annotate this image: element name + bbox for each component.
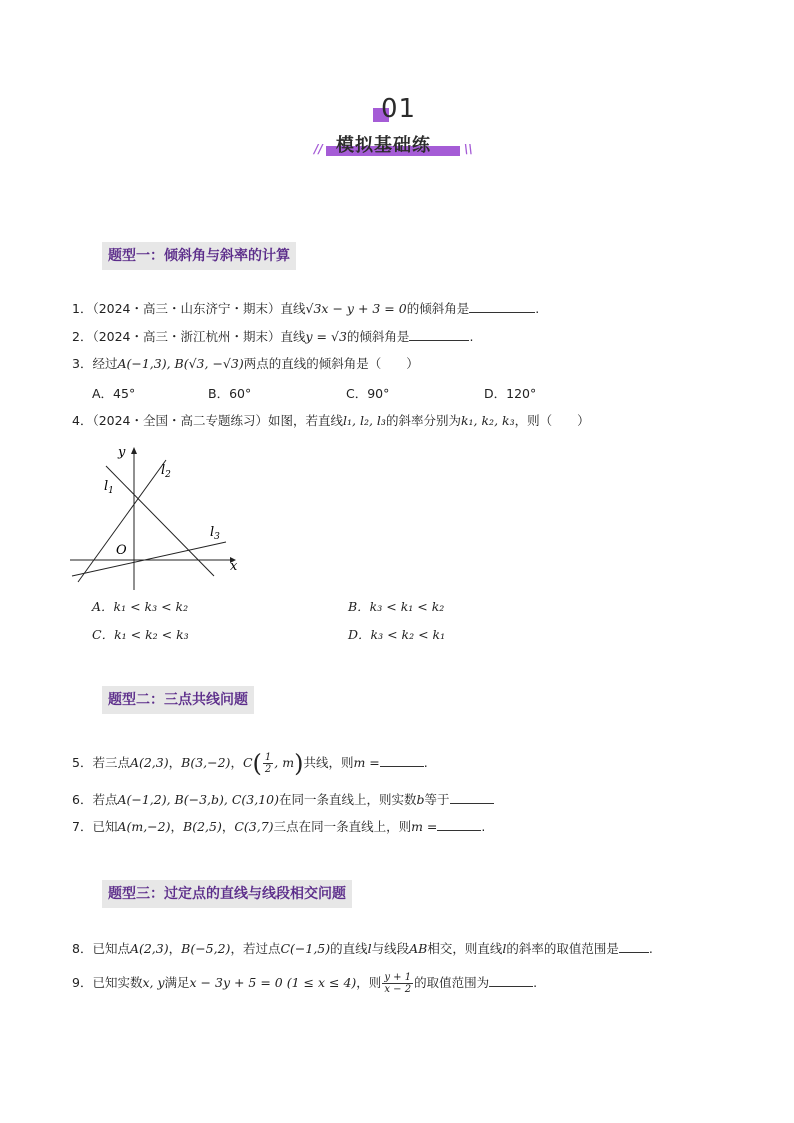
q4-option-b: B．k₃ < k₁ < k₂	[348, 599, 445, 614]
y-axis-arrow	[131, 447, 137, 454]
l3-label: $l_3$	[210, 525, 220, 542]
section-heading-2: 题型二：三点共线问题	[102, 686, 254, 714]
q3-option-d: D．120°	[484, 386, 537, 401]
q4-option-a: A．k₁ < k₃ < k₂	[92, 599, 189, 614]
answer-blank	[619, 940, 649, 953]
question-5: 5．若三点A(2,3)，B(3,−2)，C( $\frac{1}{2}$ , m)共线，则m = .	[72, 749, 428, 778]
q4-option-c: C．k₁ < k₂ < k₃	[92, 627, 189, 642]
answer-blank	[469, 300, 535, 313]
answer-blank	[489, 974, 533, 987]
question-1: 1．（2024・高三・山东济宁・期末）直线√3x − y + 3 = 0的倾斜角是 .	[72, 301, 540, 316]
section-heading-3: 题型三：过定点的直线与线段相交问题	[102, 880, 352, 908]
q3-option-a: A．45°	[92, 386, 136, 401]
q3-option-b: B．60°	[208, 386, 252, 401]
right-slash-mark: \\	[464, 142, 473, 156]
question-7: 7．已知A(m,−2)，B(2,5)，C(3,7)三点在同一条直线上，则m = .	[72, 819, 486, 834]
answer-blank	[380, 754, 424, 767]
line-l2	[78, 460, 166, 582]
q4-option-d: D．k₃ < k₂ < k₁	[348, 627, 446, 642]
l2-label: $l_2$	[161, 463, 171, 480]
answer-blank	[437, 818, 481, 831]
x-label: x	[230, 559, 238, 574]
question-2: 2．（2024・高三・浙江杭州・期末）直线y = √3的倾斜角是 .	[72, 329, 474, 344]
y-label: y	[118, 445, 126, 460]
answer-blank	[450, 791, 494, 804]
q4-figure	[68, 442, 248, 592]
question-4: 4．（2024・全国・高二专题练习）如图，若直线l₁, l₂, l₃的斜率分别为k₁, k₂, k₃，则（ ）	[72, 413, 590, 428]
answer-blank	[409, 328, 469, 341]
question-6: 6．若点A(−1,2), B(−3,b), C(3,10)在同一条直线上，则实数b等于	[72, 791, 494, 809]
l1-label: $l_1$	[104, 479, 114, 496]
section-heading-1: 题型一：倾斜角与斜率的计算	[102, 242, 296, 270]
question-3: 3．经过A(−1,3), B(√3, −√3)两点的直线的倾斜角是（ ）	[72, 356, 419, 371]
left-slash-mark: //	[314, 142, 323, 156]
section-number: 01	[381, 94, 417, 124]
q3-option-c: C．90°	[346, 386, 390, 401]
question-9: 9．已知实数x, y满足x − 3y + 5 = 0 (1 ≤ x ≤ 4)，则 $\frac{y + 1}{x - 2}$ 的取值范围为 .	[72, 972, 538, 995]
page-title: 模拟基础练	[336, 135, 431, 156]
question-8: 8．已知点A(2,3)，B(−5,2)，若过点C(−1,5)的直线l与线段AB相交，则直线l的斜率的取值范围是 .	[72, 941, 653, 956]
origin-label: O	[116, 543, 127, 558]
